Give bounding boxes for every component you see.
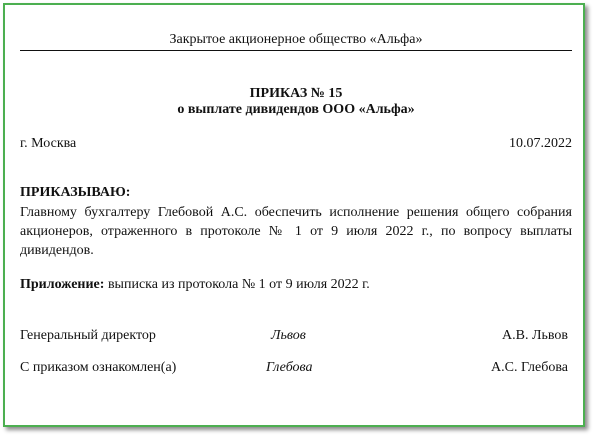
order-keyword: ПРИКАЗЫВАЮ: (20, 185, 131, 200)
header-divider (20, 50, 572, 51)
signature-director: Львов (271, 328, 306, 343)
order-number: ПРИКАЗ № 15 (249, 86, 343, 101)
order-subject: о выплате дивидендов ООО «Альфа» (177, 102, 415, 117)
order-date: 10.07.2022 (509, 136, 572, 151)
city: г. Москва (20, 136, 77, 151)
signature-acknowledged: Глебова (266, 360, 313, 375)
place-date-row (20, 136, 572, 152)
document-frame (3, 3, 585, 427)
appendix-label: Приложение: (20, 277, 105, 292)
appendix (20, 277, 572, 293)
order-text: Главному бухгалтеру Глебовой А.С. обеспечить исполнение решения общего собрания акционеров, отраженного в протоколе № 1 от 9 июля 2022 г., по вопросу выплаты дивидендов. (20, 205, 572, 258)
signature-name-director: А.В. Львов (502, 328, 568, 343)
appendix-text: выписка из протокола № 1 от 9 июля 2022 г. (107, 277, 370, 292)
signature-role-acknowledged: С приказом ознакомлен(а) (20, 360, 177, 375)
signature-role-director: Генеральный директор (20, 328, 156, 343)
signature-name-acknowledged: А.С. Глебова (491, 360, 568, 375)
document-title (20, 86, 572, 118)
organization-name: Закрытое акционерное общество «Альфа» (169, 32, 423, 47)
document-page (5, 5, 583, 425)
